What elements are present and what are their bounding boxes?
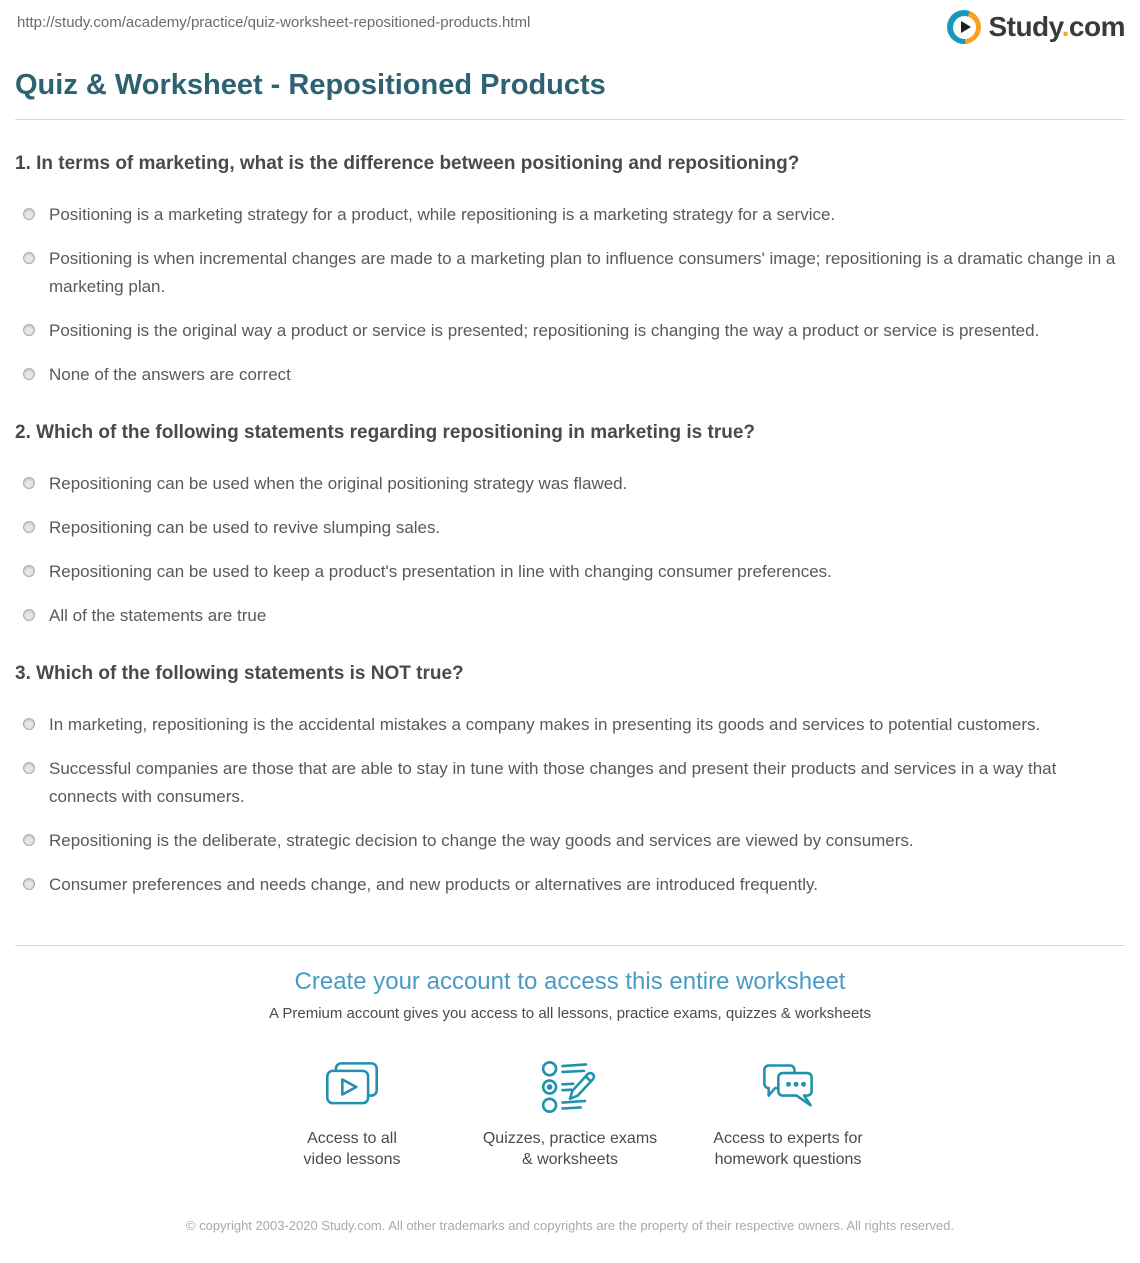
question-3-option-3[interactable]: [23, 827, 1125, 855]
question-2-option-2[interactable]: [23, 514, 1125, 542]
question-2-option-4[interactable]: [23, 602, 1125, 630]
question-3-option-2[interactable]: [23, 755, 1125, 811]
radio-button[interactable]: [23, 324, 35, 336]
cta-headline: Create your account to access this entire worksheet: [294, 968, 846, 995]
header: [15, 0, 1125, 44]
option-label: Successful companies are those that are able to stay in tune with those changes and present their products and services in a way that connects with consumers.: [49, 759, 1057, 806]
question-2: [15, 422, 1125, 630]
video-lessons-icon: [319, 1058, 385, 1116]
option-label: None of the answers are correct: [49, 365, 291, 384]
radio-button[interactable]: [23, 834, 35, 846]
option-label: Positioning is a marketing strategy for a product, while repositioning is a marketing strategy for a service.: [49, 205, 836, 224]
question-2-option-3[interactable]: [23, 558, 1125, 586]
radio-button[interactable]: [23, 878, 35, 890]
feature-quizzes-worksheets: [466, 1058, 674, 1170]
option-label: Consumer preferences and needs change, and new products or alternatives are introduced frequently.: [49, 875, 818, 894]
question-3: [15, 663, 1125, 899]
radio-button[interactable]: [23, 252, 35, 264]
radio-button[interactable]: [23, 762, 35, 774]
option-label: Repositioning can be used when the original positioning strategy was flawed.: [49, 474, 628, 493]
page-title: Quiz & Worksheet - Repositioned Products: [15, 69, 606, 101]
cta-divider: [15, 945, 1125, 946]
radio-button[interactable]: [23, 718, 35, 730]
option-label: Repositioning can be used to keep a product's presentation in line with changing consumer preferences.: [49, 562, 832, 581]
feature-label: Quizzes, practice exams & worksheets: [482, 1130, 658, 1168]
question-1-option-4[interactable]: [23, 361, 1125, 389]
option-label: All of the statements are true: [49, 606, 267, 625]
radio-button[interactable]: [23, 609, 35, 621]
radio-button[interactable]: [23, 521, 35, 533]
cta-subtext: A Premium account gives you access to all lessons, practice exams, quizzes & worksheets: [269, 1005, 871, 1022]
question-3-title: 3. Which of the following statements is NOT true?: [15, 663, 464, 684]
question-3-option-4[interactable]: [23, 871, 1125, 899]
option-label: Positioning is when incremental changes are made to a marketing plan to influence consumers' image; repositioning is a dramatic change in a marketing plan.: [49, 249, 1116, 296]
studycom-logo[interactable]: [947, 10, 1125, 44]
cta-section: [15, 968, 1125, 1170]
question-1: [15, 153, 1125, 389]
feature-label: Access to experts for homework questions: [713, 1130, 863, 1168]
page-url: http://study.com/academy/practice/quiz-worksheet-repositioned-products.html: [17, 14, 531, 31]
option-label: Repositioning can be used to revive slumping sales.: [49, 518, 441, 537]
radio-button[interactable]: [23, 477, 35, 489]
feature-label: Access to all video lessons: [303, 1130, 401, 1168]
question-2-title: 2. Which of the following statements regarding repositioning in marketing is true?: [15, 422, 756, 443]
logo-text: Study.com: [988, 11, 1125, 42]
question-1-title: 1. In terms of marketing, what is the difference between positioning and repositioning?: [15, 153, 800, 174]
question-1-option-2[interactable]: [23, 245, 1125, 301]
title-divider: [15, 119, 1125, 120]
question-3-option-1[interactable]: [23, 711, 1125, 739]
copyright-notice: © copyright 2003-2020 Study.com. All other trademarks and copyrights are the property of their respective owners. All rights reserved.: [185, 1218, 955, 1233]
quizzes-worksheets-icon: [537, 1058, 603, 1116]
radio-button[interactable]: [23, 368, 35, 380]
features-row: [15, 1058, 1125, 1170]
feature-video-lessons: [248, 1058, 456, 1170]
radio-button[interactable]: [23, 565, 35, 577]
feature-homework-experts: [684, 1058, 892, 1170]
homework-experts-icon: [755, 1058, 821, 1116]
option-label: Repositioning is the deliberate, strategic decision to change the way goods and services are viewed by consumers.: [49, 831, 914, 850]
question-2-option-1[interactable]: [23, 470, 1125, 498]
question-1-option-3[interactable]: [23, 317, 1125, 345]
question-1-option-1[interactable]: [23, 201, 1125, 229]
option-label: Positioning is the original way a product or service is presented; repositioning is changing the way a product or service is presented.: [49, 321, 1040, 340]
play-circle-icon: [947, 10, 981, 44]
radio-button[interactable]: [23, 208, 35, 220]
option-label: In marketing, repositioning is the accidental mistakes a company makes in presenting its goods and services to potential customers.: [49, 715, 1041, 734]
